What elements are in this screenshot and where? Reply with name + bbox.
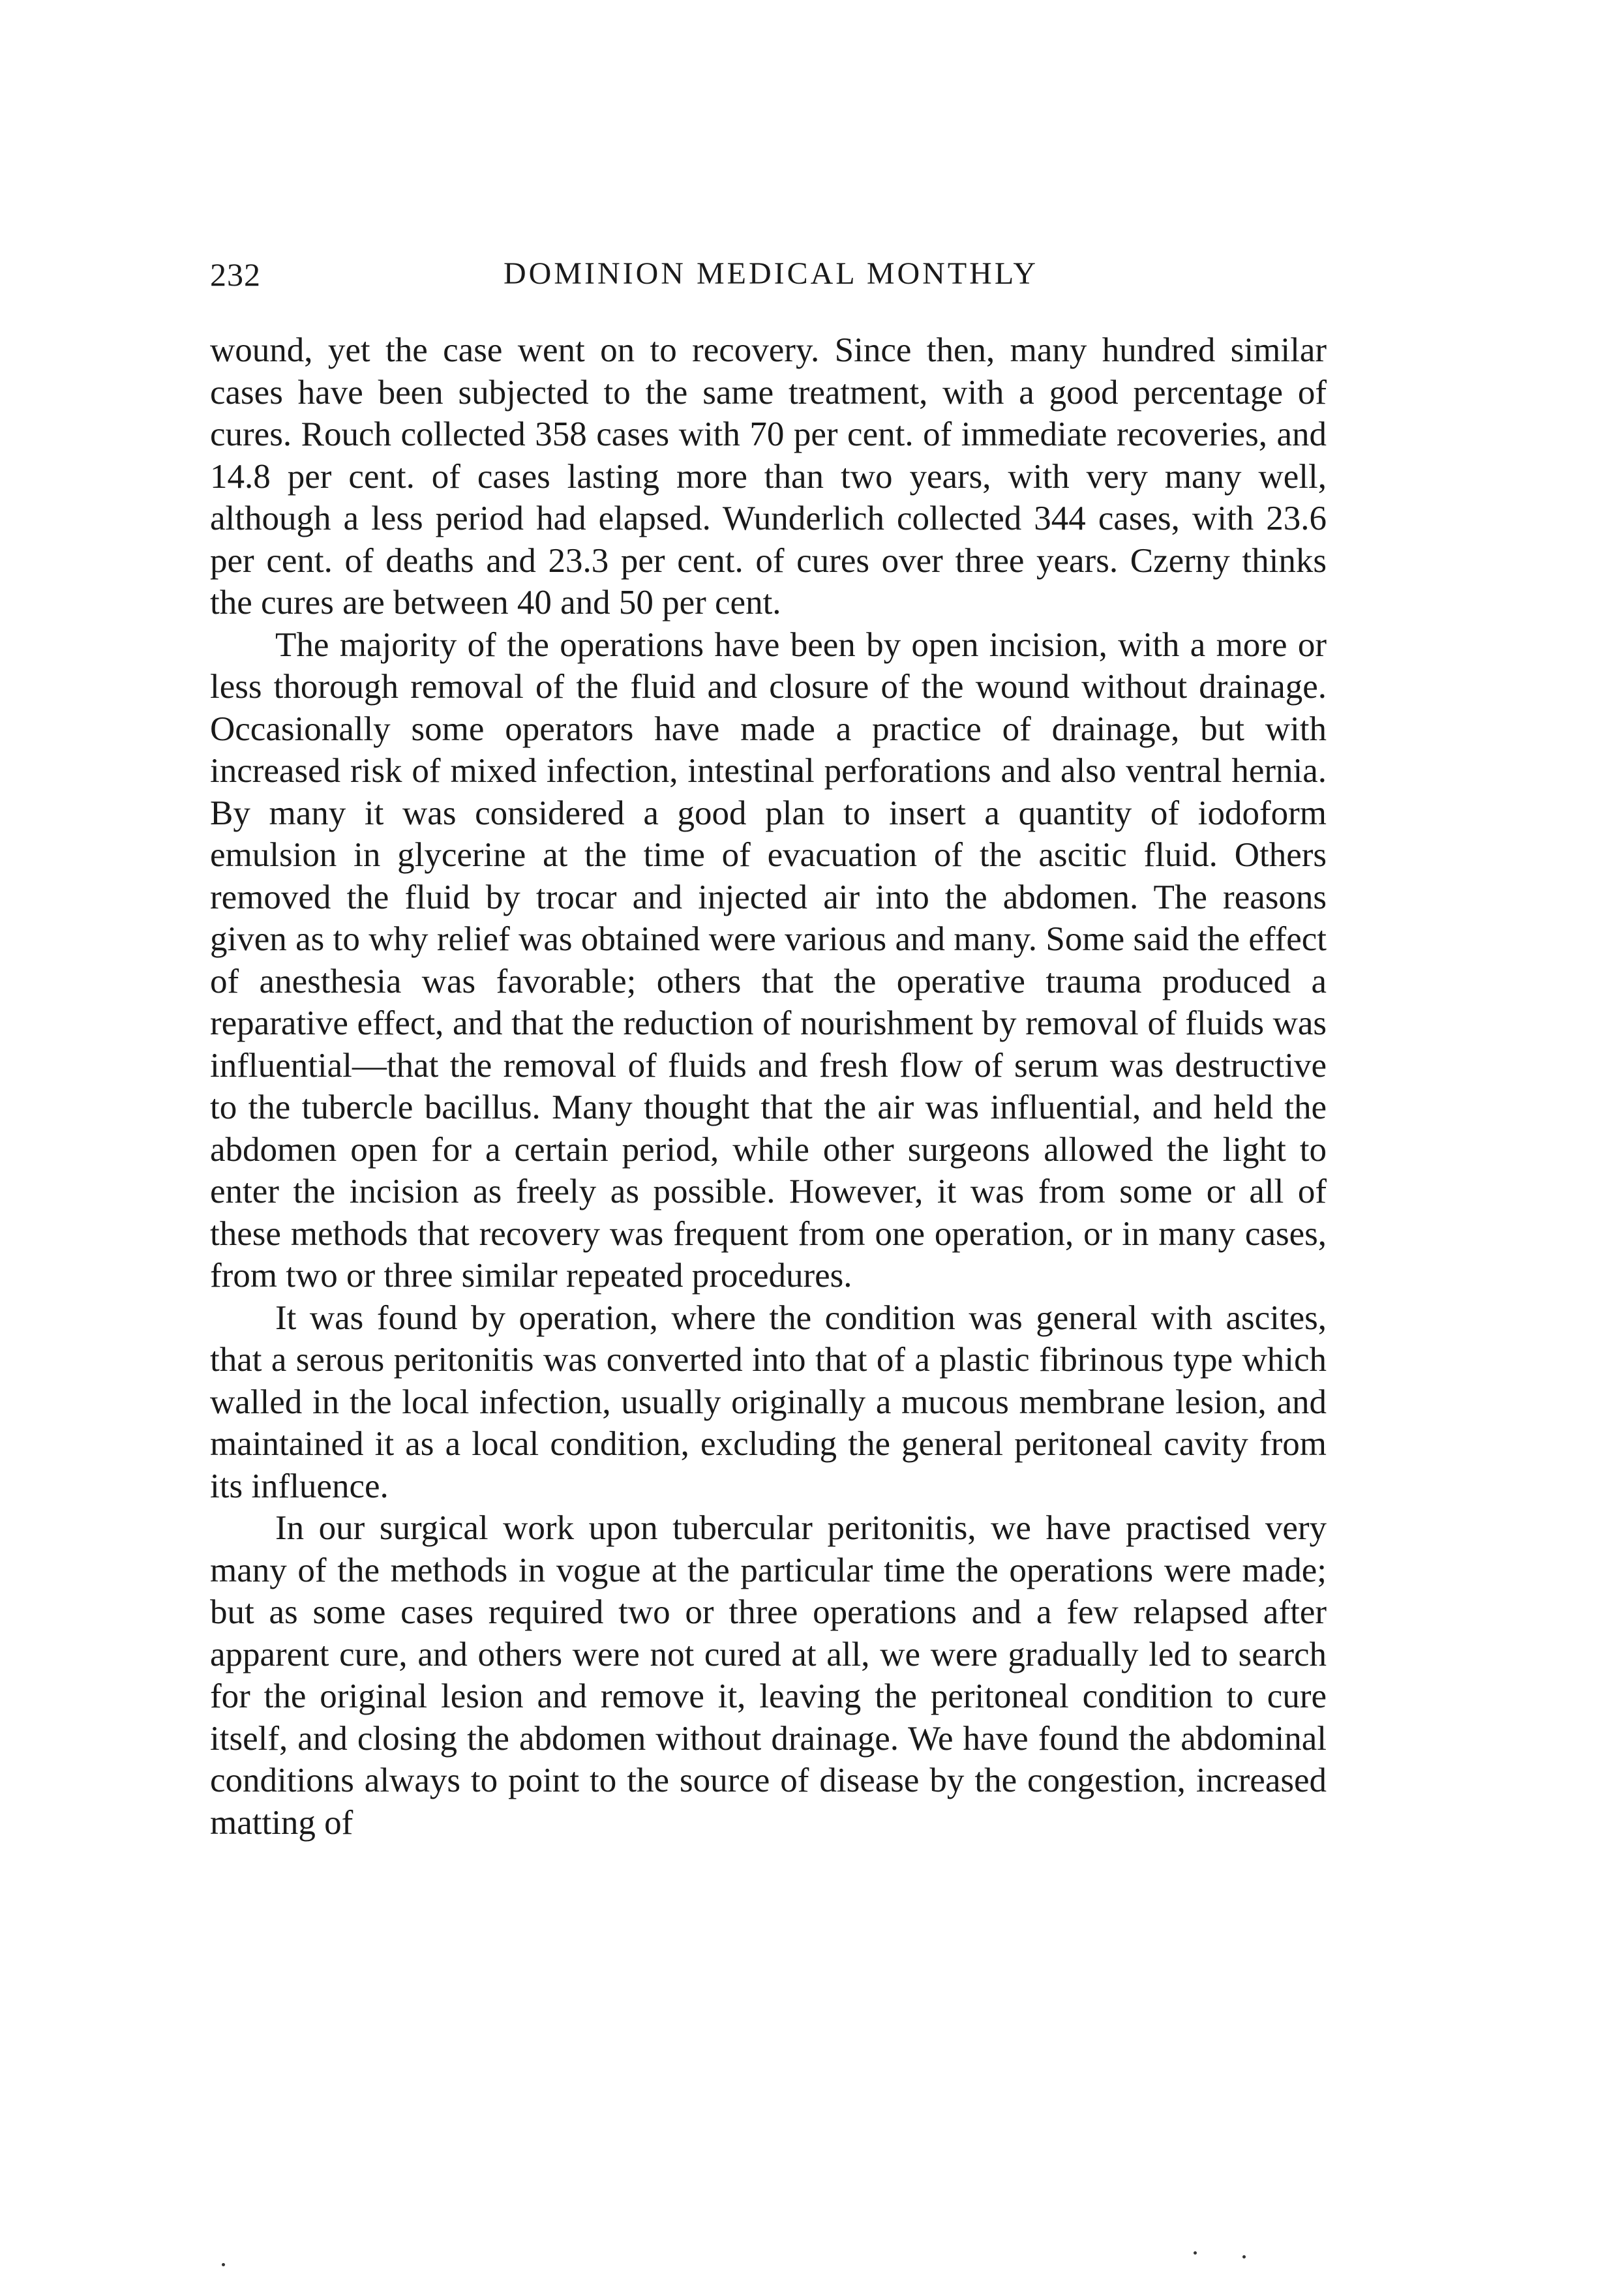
body-text <box>210 329 1327 1844</box>
scan-speck <box>222 2263 225 2266</box>
page-number: 232 <box>210 256 261 293</box>
paragraph-findings: It was found by operation, where the condition was general with ascites, that a serous peritonitis was converted into that of a plastic fibrinous type which walled in the local infection, usually originally a mucous membrane lesion, and maintained it as a local condition, excluding the general peritoneal cavity from its influence. <box>210 1298 1327 1505</box>
scan-speck <box>1194 2251 1197 2255</box>
paragraph-operations: The majority of the operations have been by open incision, with a more or less thorough removal of the fluid and closure of the wound without drainage. Occasionally some operators have made a practice of drainage, but with increased risk of mixed infection, intestinal perforations and also ventral hernia. By many it was considered a good plan to insert a quantity of iodoform emulsion in glycerine at the time of evacuation of the ascitic fluid. Others removed the fluid by trocar and injected air into the abdomen. The reasons given as to why relief was obtained were various and many. Some said the effect of anesthesia was favorable; others that the operative trauma produced a reparative effect, and that the reduction of nourishment by removal of fluids was influential—that the removal of fluids and fresh flow of serum was destructive to the tubercle bacillus. Many thought that the air was influential, and held the abdomen open for a certain period, while other surgeons allowed the light to enter the incision as freely as possible. However, it was from some or all of these methods that recovery was frequent from one operation, or in many cases, from two or three similar repeated procedures. <box>210 625 1327 1295</box>
journal-title: DOMINION MEDICAL MONTHLY <box>503 256 1038 291</box>
paragraph-surgical-work: In our surgical work upon tubercular peritonitis, we have practised very many of the methods in vogue at the particular time the operations were made; but as some cases required two or three operations and a few relapsed after apparent cure, and others were not cured at all, we were gradually led to search for the original lesion and remove it, leaving the peritoneal condition to cure itself, and closing the abdomen without drainage. We have found the abdominal conditions always to point to the source of disease by the congestion, increased matting of <box>210 1509 1327 1842</box>
paragraph-continuation: wound, yet the case went on to recovery. Since then, many hundred similar cases have been subjected to the same treatment, with a good percentage of cures. Rouch collected 358 cases with 70 per cent. of immediate recoveries, and 14.8 per cent. of cases lasting more than two years, with very many well, although a less period had elapsed. Wunderlich collected 344 cases, with 23.6 per cent. of deaths and 23.3 per cent. of cures over three years. Czerny thinks the cures are between 40 and 50 per cent. <box>210 331 1327 622</box>
running-head <box>210 256 1332 301</box>
scan-speck <box>1242 2255 1246 2258</box>
